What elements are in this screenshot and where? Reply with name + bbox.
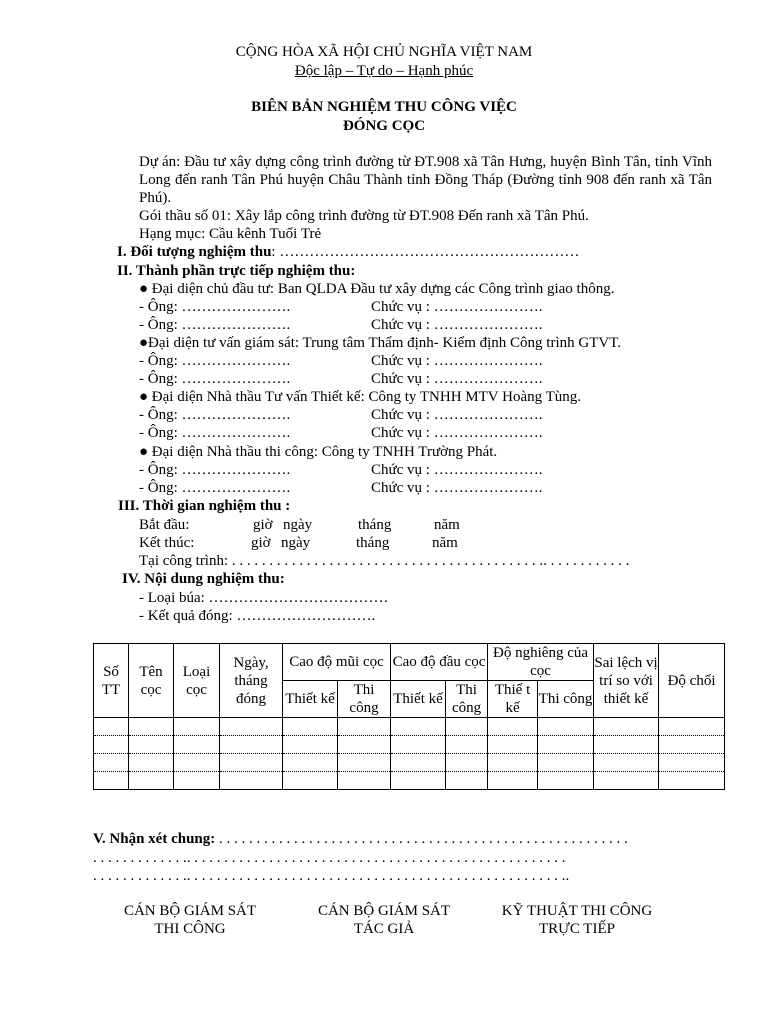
group-supervisor: ●Đại diện tư vấn giám sát: Trung tâm Thẩm định- Kiểm định Công trình GTVT.	[139, 335, 622, 351]
position-line: Chức vụ : ………………….	[371, 353, 543, 369]
header-tilt-design: Thiế t kế	[488, 681, 538, 718]
header-pile-type: Loại cọc	[174, 644, 220, 718]
start-label: Bắt đầu:	[139, 517, 190, 533]
position-line: Chức vụ : ………………….	[371, 407, 543, 423]
position-line: Chức vụ : ………………….	[371, 299, 543, 315]
motto-text: Độc lập – Tự do – Hạnh phúc	[294, 63, 474, 79]
document-title: BIÊN BẢN NGHIỆM THU CÔNG VIỆC	[251, 99, 517, 115]
document-subtitle: ĐÓNG CỌC	[342, 118, 426, 134]
person-line: - Ông: ………………….	[139, 425, 291, 441]
person-line: - Ông: ………………….	[139, 317, 291, 333]
section-1	[117, 243, 579, 261]
start-month: tháng	[358, 517, 392, 533]
table-row	[94, 772, 725, 790]
comment-dots: . . . . . . . . . . . . . . . . . . . . . . . . . . . . . . . . . . . . . . . . . . . . . . . . . . . . . . .	[215, 831, 628, 847]
item-line: Hạng mục: Cầu kênh Tuổi Trẻ	[139, 226, 322, 242]
person-line: - Ông: ………………….	[139, 480, 291, 496]
section-1-heading: I. Đối tượng nghiệm thu	[117, 244, 272, 260]
header-tip-design: Thiết kế	[283, 681, 338, 718]
section-5	[93, 830, 628, 848]
end-hour: giờ	[251, 535, 271, 551]
section-4-heading: IV. Nội dung nghiệm thu:	[122, 571, 285, 587]
position-line: Chức vụ : ………………….	[371, 425, 543, 441]
header-no: Số TT	[94, 644, 129, 718]
person-line: - Ông: ………………….	[139, 353, 291, 369]
header-pile-name: Tên cọc	[129, 644, 174, 718]
position-line: Chức vụ : ………………….	[371, 317, 543, 333]
signature-supervisor: CÁN BỘ GIÁM SÁT THI CÔNG	[123, 903, 257, 937]
end-label: Kết thúc:	[139, 535, 195, 551]
header-tip-actual: Thi công	[338, 681, 391, 718]
position-line: Chức vụ : ………………….	[371, 462, 543, 478]
group-contractor: ● Đại diện Nhà thầu thi công: Công ty TNHH Trường Phát.	[139, 444, 498, 460]
section-2-heading: II. Thành phần trực tiếp nghiệm thu:	[117, 263, 356, 279]
site-line: Tại công trình: . . . . . . . . . . . . . . . . . . . . . . . . . . . . . . . . . . . . . . . . . .. . . . . . . . . . . .	[139, 553, 630, 569]
header-head-actual: Thi công	[446, 681, 488, 718]
start-day: ngày	[283, 517, 313, 533]
header-tilt: Độ nghiêng của cọc	[488, 644, 594, 681]
table-row	[94, 754, 725, 772]
pile-table	[93, 643, 725, 790]
start-hour: giờ	[253, 517, 273, 533]
signature-technician: KỸ THUẬT THI CÔNG TRỰC TIẾP	[501, 903, 653, 937]
header-refusal: Độ chối	[659, 644, 725, 718]
section-5-heading: V. Nhận xét chung:	[93, 831, 216, 847]
end-month: tháng	[356, 535, 390, 551]
table-row	[94, 736, 725, 754]
signature-author-supervisor: CÁN BỘ GIÁM SÁT TÁC GIẢ	[317, 903, 451, 937]
start-year: năm	[434, 517, 460, 533]
project-description: Dự án: Đầu tư xây dựng công trình đường từ ĐT.908 xã Tân Hưng, huyện Bình Tân, tỉnh Vĩnh Long đến ranh Tân Phú huyện Châu Thành tỉnh Đồng Tháp (Đường tỉnh 908 đến ranh xã Tân Phú).	[139, 154, 712, 206]
section-1-fill: : ……………………………………………………	[271, 244, 580, 260]
package-line: Gói thầu số 01: Xây lắp công trình đường từ ĐT.908 Đến ranh xã Tân Phú.	[139, 208, 589, 224]
end-year: năm	[432, 535, 458, 551]
person-line: - Ông: ………………….	[139, 462, 291, 478]
comment-dots: . . . . . . . . . . . . .. . . . . . . . . . . . . . . . . . . . . . . . . . . . . . . . . . . . . . . . . . . . . . . . . . ..	[93, 868, 570, 884]
person-line: - Ông: ………………….	[139, 407, 291, 423]
position-line: Chức vụ : ………………….	[371, 480, 543, 496]
hammer-line: - Loại búa: ………………………………	[139, 590, 389, 606]
position-line: Chức vụ : ………………….	[371, 371, 543, 387]
end-day: ngày	[281, 535, 311, 551]
table-row	[94, 718, 725, 736]
header-date: Ngày, tháng đóng	[220, 644, 283, 718]
person-line: - Ông: ………………….	[139, 371, 291, 387]
result-line: - Kết quả đóng: ……………………….	[139, 608, 376, 624]
person-line: - Ông: ………………….	[139, 299, 291, 315]
header-tip-level: Cao độ mũi cọc	[283, 644, 391, 681]
comment-dots: . . . . . . . . . . . . .. . . . . . . . . . . . . . . . . . . . . . . . . . . . . . . . . . . . . . . . . . . . . . . . . . .	[93, 850, 566, 866]
country-header: CỘNG HÒA XÃ HỘI CHỦ NGHĨA VIỆT NAM	[235, 44, 533, 60]
header-deviation: Sai lệch vị trí so với thiết kế	[594, 644, 659, 718]
header-tilt-actual: Thi công	[538, 681, 594, 718]
header-head-design: Thiết kế	[391, 681, 446, 718]
header-head-level: Cao độ đầu cọc	[391, 644, 488, 681]
group-designer: ● Đại diện Nhà thầu Tư vấn Thiết kế: Công ty TNHH MTV Hoàng Tùng.	[139, 389, 582, 405]
motto-line	[0, 62, 768, 80]
section-3-heading: III. Thời gian nghiệm thu :	[118, 498, 291, 514]
group-investor: ● Đại diện chủ đầu tư: Ban QLDA Đầu tư xây dựng các Công trình giao thông.	[139, 281, 615, 297]
